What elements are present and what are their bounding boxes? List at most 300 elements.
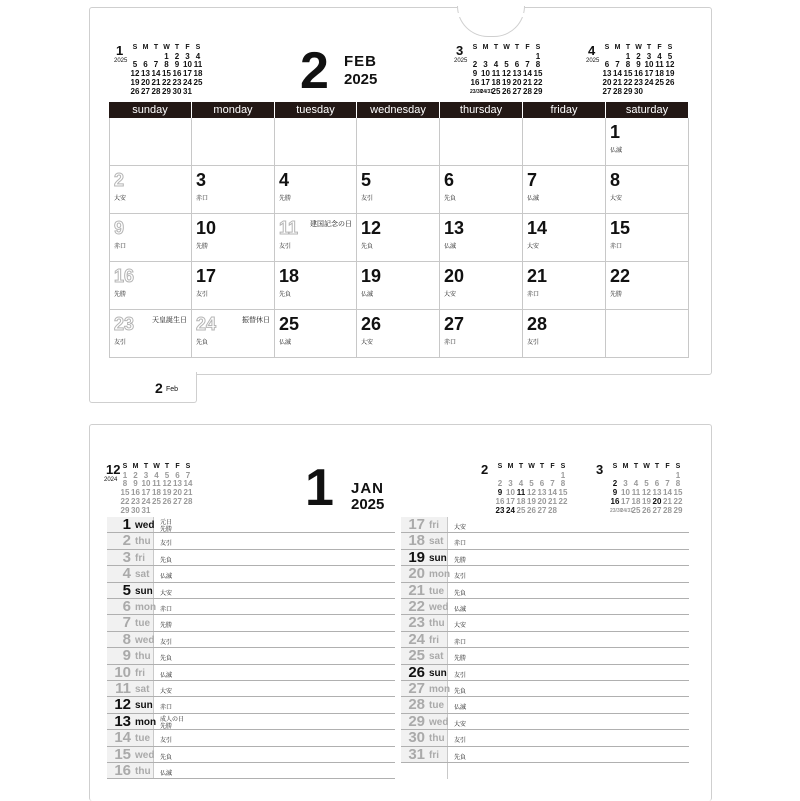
day-number: 2 bbox=[122, 532, 131, 550]
mini-day: 28 bbox=[183, 496, 193, 506]
day-row[interactable] bbox=[107, 599, 395, 615]
mini-weekday: W bbox=[643, 463, 650, 470]
mini-day: 26 bbox=[130, 86, 140, 96]
mini-day: 22 bbox=[623, 77, 633, 87]
day-row[interactable] bbox=[401, 747, 689, 763]
weekday-abbr: tue bbox=[429, 585, 444, 597]
mini-day: 4 bbox=[195, 51, 201, 61]
weekday-abbr: sun bbox=[429, 552, 447, 564]
rokuyo-label: 大安 bbox=[160, 689, 173, 695]
rokuyo-label: 先負 bbox=[361, 244, 374, 250]
rokuyo-label: 先負 bbox=[160, 656, 173, 663]
rokuyo-label: 仏滅 bbox=[454, 607, 467, 613]
mini-day: 29 bbox=[120, 505, 130, 515]
mini-day: 27 bbox=[602, 86, 612, 96]
mini-day: 17 bbox=[506, 496, 515, 506]
day-cell[interactable] bbox=[109, 166, 192, 214]
weekday-header-tuesday: tuesday bbox=[275, 102, 356, 118]
day-number: 1 bbox=[610, 122, 621, 142]
mini-day: 4 bbox=[633, 479, 639, 489]
day-cell[interactable] bbox=[275, 118, 357, 166]
rokuyo-label: 赤口 bbox=[160, 705, 173, 712]
rokuyo-label: 赤口 bbox=[610, 244, 623, 250]
day-number: 8 bbox=[610, 170, 621, 190]
mini-day: 30 bbox=[172, 86, 182, 96]
mini-day: 26 bbox=[665, 77, 675, 87]
day-cell[interactable] bbox=[440, 118, 523, 166]
day-row[interactable] bbox=[107, 665, 395, 681]
mini-weekday: S bbox=[535, 44, 541, 51]
mini-day: 14 bbox=[151, 69, 161, 79]
mini-day: 9 bbox=[612, 488, 618, 498]
day-row[interactable] bbox=[107, 550, 395, 566]
day-number: 13 bbox=[114, 712, 131, 730]
mini-day: 19 bbox=[527, 496, 536, 506]
mini-day: 21 bbox=[663, 496, 672, 506]
day-row[interactable] bbox=[401, 632, 689, 648]
mini-day: 16 bbox=[172, 69, 182, 79]
day-number: 23 bbox=[114, 314, 135, 334]
day-number: 22 bbox=[610, 266, 631, 286]
day-row[interactable] bbox=[401, 533, 689, 549]
weekday-abbr: sun bbox=[135, 700, 153, 712]
mini-weekday: S bbox=[675, 463, 681, 470]
mini-day: 10 bbox=[481, 69, 490, 79]
mini-day: 25 bbox=[655, 77, 664, 87]
weekday-header-monday: monday bbox=[192, 102, 274, 118]
day-cell[interactable] bbox=[275, 166, 357, 214]
mini-weekday: T bbox=[164, 463, 170, 470]
weekday-abbr: sun bbox=[135, 585, 153, 597]
weekday-abbr: thu bbox=[429, 618, 445, 630]
mini-weekday: S bbox=[122, 463, 128, 470]
rokuyo-label: 仏滅 bbox=[527, 196, 540, 202]
day-number: 31 bbox=[408, 745, 425, 763]
mini-weekday: S bbox=[185, 463, 191, 470]
mini-day: 28 bbox=[663, 505, 672, 515]
mini-day: 24/31 bbox=[480, 88, 494, 95]
weekday-abbr: mon bbox=[135, 602, 157, 613]
day-number: 25 bbox=[279, 314, 300, 334]
mini-day: 19 bbox=[502, 77, 511, 87]
mini-weekday: F bbox=[657, 44, 662, 51]
weekday-header-saturday: saturday bbox=[606, 102, 688, 118]
day-row[interactable] bbox=[401, 730, 689, 746]
mini-weekday: T bbox=[518, 463, 524, 470]
day-cell[interactable] bbox=[606, 262, 689, 310]
day-number: 11 bbox=[279, 218, 299, 238]
mini-day: 6 bbox=[654, 479, 660, 489]
mini-day: 20 bbox=[141, 77, 150, 87]
mini-month-number: 3 bbox=[596, 462, 604, 477]
mini-day: 7 bbox=[665, 479, 670, 489]
rokuyo-label: 先勝 bbox=[114, 292, 127, 298]
day-number: 12 bbox=[114, 696, 131, 714]
mini-day: 23/30 bbox=[610, 507, 623, 514]
day-row[interactable] bbox=[107, 583, 395, 599]
day-cell[interactable] bbox=[440, 310, 523, 358]
mini-weekday: S bbox=[195, 44, 201, 51]
mini-weekday: F bbox=[525, 44, 530, 51]
mini-day: 3 bbox=[143, 470, 149, 480]
mini-day: 3 bbox=[508, 479, 513, 489]
day-number: 16 bbox=[114, 266, 135, 286]
mini-day: 3 bbox=[646, 51, 652, 61]
day-cell[interactable] bbox=[192, 166, 275, 214]
rokuyo-label: 仏滅 bbox=[160, 771, 173, 777]
day-row[interactable] bbox=[401, 615, 689, 631]
day-number: 14 bbox=[114, 729, 131, 747]
mini-day: 21 bbox=[151, 77, 161, 87]
day-cell[interactable] bbox=[523, 118, 606, 166]
rokuyo-label: 友引 bbox=[527, 340, 540, 346]
mini-day: 23 bbox=[495, 505, 505, 515]
day-cell[interactable] bbox=[109, 118, 192, 166]
rokuyo-label: 大安 bbox=[527, 244, 540, 250]
mini-day: 8 bbox=[625, 60, 631, 70]
weekday-abbr: fri bbox=[135, 667, 145, 679]
mini-day: 11 bbox=[193, 60, 203, 70]
rokuyo-label: 大安 bbox=[454, 525, 467, 531]
mini-weekday: M bbox=[482, 44, 489, 51]
rokuyo-label: 大安 bbox=[454, 721, 467, 728]
day-row[interactable] bbox=[401, 665, 689, 681]
day-row[interactable] bbox=[107, 747, 395, 763]
rokuyo-label: 大安 bbox=[454, 623, 467, 630]
rokuyo-label: 先勝 bbox=[160, 623, 173, 630]
mini-day: 20 bbox=[537, 496, 547, 506]
day-row[interactable] bbox=[401, 697, 689, 713]
mini-day: 1 bbox=[122, 470, 128, 480]
rokuyo-label: 先勝 bbox=[196, 244, 209, 250]
mini-weekday: W bbox=[528, 463, 535, 470]
weekday-abbr: mon bbox=[429, 684, 451, 695]
mini-day: 3 bbox=[483, 60, 488, 70]
mini-day: 13 bbox=[652, 488, 662, 498]
day-number: 6 bbox=[122, 598, 131, 615]
rokuyo-label: 先勝 bbox=[160, 723, 173, 730]
mini-weekday: M bbox=[622, 463, 629, 470]
rokuyo-label: 先勝 bbox=[279, 196, 292, 202]
mini-day: 2 bbox=[612, 479, 618, 489]
mini-weekday: T bbox=[153, 44, 159, 51]
day-row[interactable] bbox=[107, 632, 395, 648]
mini-weekday: F bbox=[175, 463, 180, 470]
day-cell[interactable] bbox=[523, 310, 606, 358]
mini-month-number: 12 bbox=[106, 462, 121, 477]
day-cell[interactable] bbox=[606, 214, 689, 262]
day-row[interactable] bbox=[107, 566, 395, 582]
mini-day: 10 bbox=[621, 488, 630, 498]
mini-day: 1 bbox=[675, 470, 681, 480]
mini-day: 22 bbox=[533, 77, 543, 87]
mini-day: 24 bbox=[644, 77, 654, 87]
rokuyo-label: 赤口 bbox=[160, 607, 173, 613]
mini-day: 30 bbox=[131, 505, 140, 515]
mini-weekday: S bbox=[667, 44, 673, 51]
day-number: 16 bbox=[114, 762, 131, 779]
mini-day: 18 bbox=[516, 496, 526, 506]
mini-day: 1 bbox=[560, 470, 566, 480]
day-row[interactable] bbox=[107, 681, 395, 697]
mini-day: 25 bbox=[152, 496, 161, 506]
mini-day: 15 bbox=[623, 69, 633, 79]
day-number: 20 bbox=[444, 266, 465, 286]
day-row[interactable] bbox=[401, 599, 689, 615]
month-abbr: FEB bbox=[344, 53, 377, 70]
mini-weekday: S bbox=[604, 44, 610, 51]
mini-weekday: T bbox=[493, 44, 499, 51]
mini-day: 20 bbox=[602, 77, 612, 87]
day-row[interactable] bbox=[107, 697, 395, 713]
weekday-abbr: tue bbox=[135, 618, 150, 630]
weekday-abbr: sat bbox=[135, 569, 150, 581]
mini-day: 12 bbox=[527, 488, 536, 498]
mini-day: 8 bbox=[675, 479, 681, 489]
mini-day: 4 bbox=[518, 479, 524, 489]
mini-day: 26 bbox=[162, 496, 172, 506]
mini-day: 1 bbox=[535, 51, 541, 61]
day-cell[interactable] bbox=[275, 262, 357, 310]
mini-day: 18 bbox=[631, 496, 641, 506]
day-number: 30 bbox=[408, 729, 425, 747]
mini-day: 13 bbox=[512, 69, 522, 79]
mini-day: 31 bbox=[141, 505, 151, 515]
day-cell[interactable] bbox=[109, 262, 192, 310]
day-cell[interactable] bbox=[192, 262, 275, 310]
weekday-abbr: sat bbox=[135, 684, 150, 695]
day-row[interactable] bbox=[107, 517, 395, 533]
day-cell[interactable] bbox=[357, 166, 440, 214]
day-cell[interactable] bbox=[192, 214, 275, 262]
mini-day: 14 bbox=[523, 69, 532, 79]
weekday-abbr: wed bbox=[135, 520, 155, 531]
rokuyo-label: 仏滅 bbox=[610, 148, 623, 154]
mini-weekday: M bbox=[132, 463, 139, 470]
mini-day: 19 bbox=[130, 77, 140, 87]
weekday-abbr: wed bbox=[135, 749, 155, 761]
rokuyo-label: 仏滅 bbox=[160, 672, 173, 679]
mini-day: 24 bbox=[141, 496, 151, 506]
rokuyo-label: 大安 bbox=[444, 292, 457, 298]
day-number: 28 bbox=[408, 696, 425, 714]
day-number: 9 bbox=[122, 647, 131, 665]
month-year: 2025 bbox=[344, 71, 378, 88]
day-row[interactable] bbox=[401, 648, 689, 664]
mini-day: 11 bbox=[516, 488, 526, 498]
mini-day: 26 bbox=[642, 505, 651, 515]
day-row[interactable] bbox=[107, 615, 395, 631]
rokuyo-label: 赤口 bbox=[196, 196, 209, 202]
mini-day: 26 bbox=[502, 86, 511, 96]
day-row[interactable] bbox=[401, 550, 689, 566]
weekday-header-wednesday: wednesday bbox=[357, 102, 439, 118]
day-number: 18 bbox=[408, 532, 425, 550]
mini-day: 23 bbox=[634, 77, 643, 87]
mini-day: 8 bbox=[122, 479, 128, 489]
rokuyo-label: 大安 bbox=[361, 340, 374, 346]
mini-day: 16 bbox=[131, 488, 140, 498]
mini-weekday: S bbox=[497, 463, 503, 470]
day-row[interactable] bbox=[401, 517, 689, 533]
mini-day: 5 bbox=[164, 470, 170, 480]
mini-day: 12 bbox=[665, 60, 675, 70]
mini-day: 7 bbox=[525, 60, 530, 70]
rokuyo-label: 仏滅 bbox=[454, 705, 467, 712]
mini-day: 27 bbox=[652, 505, 662, 515]
mini-day: 15 bbox=[120, 488, 130, 498]
mini-day: 20 bbox=[652, 496, 662, 506]
mini-day: 22 bbox=[558, 496, 568, 506]
mini-day: 13 bbox=[173, 479, 182, 489]
mini-day: 5 bbox=[644, 479, 649, 489]
rokuyo-label: 先勝 bbox=[160, 527, 173, 533]
mini-day: 14 bbox=[663, 488, 672, 498]
mini-day: 6 bbox=[143, 60, 148, 70]
day-row[interactable] bbox=[401, 681, 689, 697]
day-cell[interactable] bbox=[606, 118, 689, 166]
day-cell[interactable] bbox=[606, 310, 689, 358]
rokuyo-label: 赤口 bbox=[454, 541, 467, 548]
mini-weekday: T bbox=[625, 44, 631, 51]
day-number: 14 bbox=[527, 218, 548, 238]
day-cell[interactable] bbox=[357, 310, 440, 358]
mini-day: 17 bbox=[481, 77, 490, 87]
weekday-abbr: fri bbox=[429, 749, 439, 761]
day-row[interactable] bbox=[401, 583, 689, 599]
tab-month-number: 2 bbox=[155, 380, 163, 396]
mini-day: 22 bbox=[162, 77, 171, 87]
mini-day: 17 bbox=[141, 488, 151, 498]
rokuyo-label: 友引 bbox=[160, 541, 173, 548]
day-cell[interactable] bbox=[357, 214, 440, 262]
mini-month-year: 2024 bbox=[104, 477, 118, 483]
day-cell[interactable] bbox=[440, 214, 523, 262]
mini-weekday: T bbox=[514, 44, 520, 51]
day-number: 4 bbox=[122, 565, 131, 583]
rokuyo-label: 赤口 bbox=[527, 292, 540, 298]
rokuyo-label: 仏滅 bbox=[160, 574, 173, 581]
day-row[interactable] bbox=[107, 714, 395, 730]
mini-day: 12 bbox=[642, 488, 651, 498]
day-cell[interactable] bbox=[606, 166, 689, 214]
weekday-header-sunday: sunday bbox=[109, 102, 191, 118]
day-number: 17 bbox=[196, 266, 217, 286]
rokuyo-label: 大安 bbox=[610, 196, 623, 202]
rokuyo-label: 友引 bbox=[114, 340, 127, 346]
day-number: 23 bbox=[408, 614, 425, 632]
mini-day: 24 bbox=[183, 77, 192, 87]
day-cell[interactable] bbox=[192, 310, 275, 358]
weekday-abbr: tue bbox=[135, 733, 150, 745]
day-row[interactable] bbox=[401, 566, 689, 582]
mini-day: 4 bbox=[154, 470, 159, 480]
day-cell[interactable] bbox=[523, 166, 606, 214]
rokuyo-label: 友引 bbox=[279, 244, 292, 250]
mini-weekday: M bbox=[142, 44, 149, 51]
rokuyo-label: 友引 bbox=[160, 738, 173, 745]
day-cell[interactable] bbox=[109, 214, 192, 262]
mini-day: 3 bbox=[185, 51, 190, 61]
day-number: 27 bbox=[444, 314, 465, 334]
mini-month-number: 1 bbox=[116, 43, 124, 58]
day-number: 19 bbox=[361, 266, 382, 286]
mini-day: 23/30 bbox=[470, 88, 483, 95]
day-cell[interactable] bbox=[357, 118, 440, 166]
mini-day: 2 bbox=[472, 60, 478, 70]
mini-day: 7 bbox=[153, 60, 159, 70]
month-year: 2025 bbox=[351, 496, 385, 513]
holiday-name: 元日 bbox=[160, 520, 173, 526]
day-cell[interactable] bbox=[440, 262, 523, 310]
mini-month-year: 2025 bbox=[586, 58, 600, 64]
day-cell[interactable] bbox=[440, 166, 523, 214]
mini-day: 17 bbox=[644, 69, 654, 79]
rokuyo-label: 先負 bbox=[279, 292, 292, 298]
day-number: 5 bbox=[122, 581, 131, 599]
mini-day: 19 bbox=[665, 69, 675, 79]
mini-month-number: 3 bbox=[456, 43, 464, 58]
mini-day: 14 bbox=[613, 69, 622, 79]
day-number: 4 bbox=[279, 170, 290, 190]
day-row[interactable] bbox=[107, 730, 395, 746]
mini-day: 27 bbox=[141, 86, 150, 96]
day-row[interactable] bbox=[107, 533, 395, 549]
mini-month-year: 2025 bbox=[454, 58, 468, 64]
holiday-name: 成人の日 bbox=[160, 716, 185, 723]
mini-weekday: T bbox=[654, 463, 660, 470]
day-cell[interactable] bbox=[523, 262, 606, 310]
mini-day: 3 bbox=[623, 479, 628, 489]
mini-day: 21 bbox=[613, 77, 622, 87]
rokuyo-label: 仏滅 bbox=[444, 244, 457, 250]
month-number: 1 bbox=[305, 459, 334, 517]
weekday-header-friday: friday bbox=[523, 102, 605, 118]
mini-day: 18 bbox=[193, 69, 203, 79]
day-cell[interactable] bbox=[275, 214, 357, 262]
weekday-abbr: mon bbox=[429, 569, 451, 581]
mini-day: 25 bbox=[491, 86, 501, 96]
mini-day: 6 bbox=[539, 479, 545, 489]
mini-weekday: F bbox=[665, 463, 670, 470]
day-row[interactable] bbox=[107, 763, 395, 779]
day-number: 20 bbox=[408, 565, 425, 583]
mini-weekday: T bbox=[143, 463, 149, 470]
holiday-name: 天皇誕生日 bbox=[152, 317, 187, 324]
mini-day: 26 bbox=[527, 505, 536, 515]
rokuyo-label: 赤口 bbox=[444, 340, 457, 346]
mini-day: 1 bbox=[625, 51, 631, 61]
month-index-tab[interactable] bbox=[89, 372, 197, 403]
day-cell[interactable] bbox=[275, 310, 357, 358]
mini-day: 8 bbox=[164, 60, 169, 70]
day-cell[interactable] bbox=[192, 118, 275, 166]
day-row[interactable] bbox=[107, 648, 395, 664]
weekday-abbr: fri bbox=[135, 552, 145, 564]
day-number: 13 bbox=[444, 218, 465, 238]
day-cell[interactable] bbox=[523, 214, 606, 262]
day-number: 18 bbox=[279, 266, 300, 286]
day-number: 29 bbox=[408, 712, 425, 730]
day-cell[interactable] bbox=[109, 310, 192, 358]
mini-day: 28 bbox=[151, 86, 161, 96]
day-cell[interactable] bbox=[357, 262, 440, 310]
day-row[interactable] bbox=[401, 714, 689, 730]
day-number: 17 bbox=[408, 516, 425, 533]
mini-day: 5 bbox=[132, 60, 138, 70]
mini-weekday: T bbox=[646, 44, 652, 51]
mini-weekday: S bbox=[472, 44, 478, 51]
